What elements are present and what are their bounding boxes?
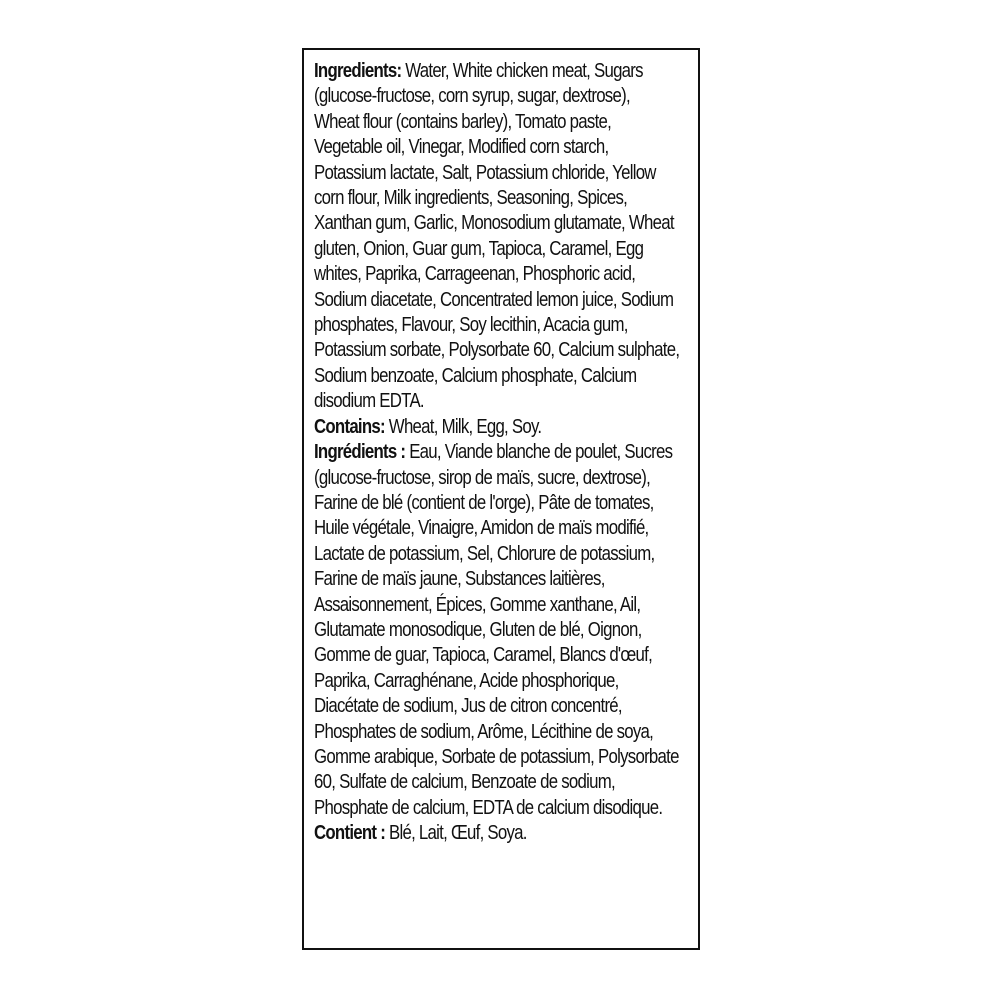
en-ingredients-line: (glucose-fructose, corn syrup, sugar, dextrose), bbox=[314, 84, 630, 108]
en-ingredients-line: Xanthan gum, Garlic, Monosodium glutamate, Wheat bbox=[314, 211, 674, 235]
en-ingredients-line: Sodium benzoate, Calcium phosphate, Calcium bbox=[314, 363, 637, 387]
fr-contains-line bbox=[314, 820, 629, 845]
fr-ingredients-text: Eau, Viande blanche de poulet, Sucres bbox=[405, 440, 673, 464]
en-ingredients-line: whites, Paprika, Carrageenan, Phosphoric acid, bbox=[314, 262, 636, 286]
fr-ingredients-line: Phosphates de sodium, Arôme, Lécithine de soya, bbox=[314, 719, 654, 743]
en-ingredients-line: disodium EDTA. bbox=[314, 389, 424, 413]
fr-contains-heading: Contient : bbox=[314, 821, 386, 845]
en-ingredients-line bbox=[314, 58, 643, 83]
fr-ingredients-line: Glutamate monosodique, Gluten de blé, Oignon, bbox=[314, 617, 642, 641]
ingredients-label-panel bbox=[302, 48, 700, 950]
fr-ingredients-line: (glucose-fructose, sirop de maïs, sucre, dextrose), bbox=[314, 465, 651, 489]
fr-ingredients-line bbox=[314, 439, 673, 464]
fr-ingredients-line: Diacétate de sodium, Jus de citron concentré, bbox=[314, 694, 622, 718]
fr-ingredients-line: Farine de maïs jaune, Substances laitières, bbox=[314, 567, 605, 591]
en-ingredients-line: Vegetable oil, Vinegar, Modified corn starch, bbox=[314, 135, 609, 159]
en-ingredients-line: Wheat flour (contains barley), Tomato paste, bbox=[314, 109, 612, 133]
en-ingredients-line: Potassium lactate, Salt, Potassium chloride, Yellow bbox=[314, 160, 656, 184]
en-ingredients-line: Potassium sorbate, Polysorbate 60, Calcium sulphate, bbox=[314, 338, 680, 362]
fr-ingredients-line: Lactate de potassium, Sel, Chlorure de potassium, bbox=[314, 541, 655, 565]
fr-ingredients-line: Gomme de guar, Tapioca, Caramel, Blancs d'œuf, bbox=[314, 643, 653, 667]
fr-ingredients-line: Gomme arabique, Sorbate de potassium, Polysorbate bbox=[314, 744, 679, 768]
fr-ingredients-line: Assaisonnement, Épices, Gomme xanthane, Ail, bbox=[314, 592, 641, 616]
en-ingredients-line: Sodium diacetate, Concentrated lemon juice, Sodium bbox=[314, 287, 674, 311]
fr-ingredients-line: Huile végétale, Vinaigre, Amidon de maïs modifié, bbox=[314, 516, 649, 540]
en-contains-line bbox=[314, 414, 629, 439]
en-ingredients-line: corn flour, Milk ingredients, Seasoning, Spices, bbox=[314, 186, 628, 210]
fr-ingredients-heading: Ingrédients : bbox=[314, 440, 406, 464]
fr-ingredients-line: Farine de blé (contient de l'orge), Pâte de tomates, bbox=[314, 490, 654, 514]
fr-ingredients-line: 60, Sulfate de calcium, Benzoate de sodium, bbox=[314, 770, 615, 794]
en-contains-heading: Contains: bbox=[314, 414, 385, 438]
en-contains-text: Wheat, Milk, Egg, Soy. bbox=[384, 414, 542, 438]
en-ingredients-text: Water, White chicken meat, Sugars bbox=[401, 59, 643, 82]
en-ingredients-line: gluten, Onion, Guar gum, Tapioca, Caramel, Egg bbox=[314, 236, 644, 260]
fr-ingredients-line: Paprika, Carraghénane, Acide phosphorique, bbox=[314, 668, 619, 692]
fr-ingredients-line: Phosphate de calcium, EDTA de calcium disodique. bbox=[314, 795, 663, 819]
en-ingredients-heading: Ingredients: bbox=[314, 59, 402, 82]
fr-contains-text: Blé, Lait, Œuf, Soya. bbox=[385, 821, 527, 845]
en-ingredients-line: phosphates, Flavour, Soy lecithin, Acacia gum, bbox=[314, 313, 628, 337]
